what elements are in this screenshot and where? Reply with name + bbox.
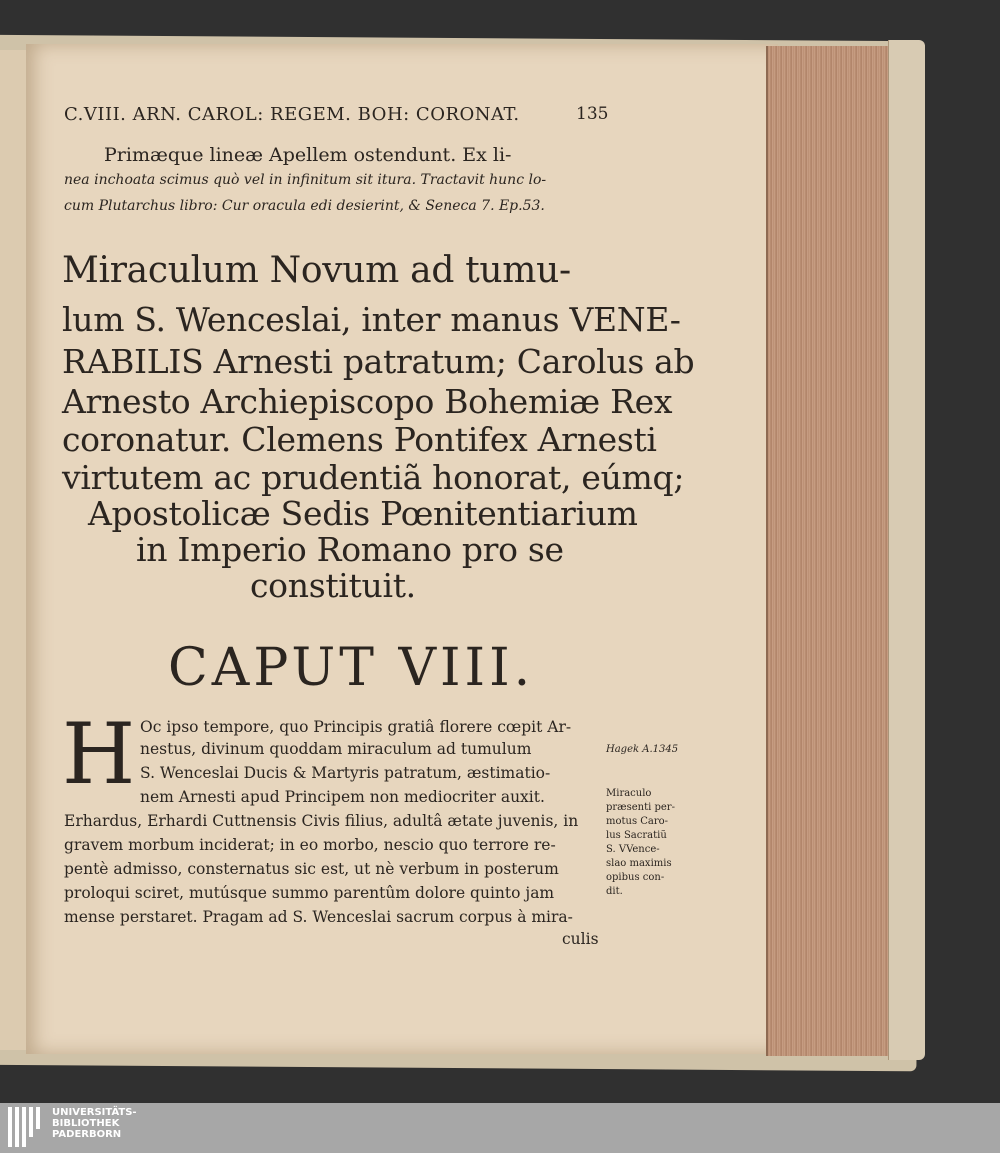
body-line-1: Oc ipso tempore, quo Principis gratiâ florere cœpit Ar- bbox=[140, 718, 572, 736]
body-line-9: mense perstaret. Pragam ad S. Wenceslai sacrum corpus à mira- bbox=[64, 908, 573, 926]
intro-line-2: nea inchoata scimus quò vel in infinitum sit itura. Tractavit hunc lo- bbox=[64, 172, 547, 188]
margin-reference: Hagek A.1345 bbox=[606, 744, 679, 755]
summary-line-8: in Imperio Romano pro se bbox=[136, 530, 564, 569]
margin-note-5: S. VVence- bbox=[606, 844, 660, 855]
catchword: culis bbox=[562, 930, 599, 948]
facing-page-edge bbox=[0, 50, 29, 1050]
body-line-2: nestus, divinum quoddam miraculum ad tumulum bbox=[140, 740, 532, 758]
library-logo-icon bbox=[8, 1107, 46, 1147]
margin-note-1: Miraculo bbox=[606, 788, 652, 799]
drop-cap: H bbox=[62, 705, 136, 803]
page-number: 135 bbox=[576, 104, 609, 124]
footer-bar bbox=[0, 1103, 1000, 1153]
margin-note-6: slao maximis bbox=[606, 858, 672, 869]
body-line-3: S. Wenceslai Ducis & Martyris patratum, æstimatio- bbox=[140, 764, 551, 782]
summary-line-9: constituit. bbox=[250, 566, 416, 605]
running-title: C.VIII. ARN. CAROL: REGEM. BOH: CORONAT. bbox=[64, 104, 520, 125]
summary-line-1: Miraculum Novum ad tumu- bbox=[62, 250, 571, 291]
margin-note-7: opibus con- bbox=[606, 872, 665, 883]
body-line-5: Erhardus, Erhardi Cuttnensis Civis filius, adultâ ætate juvenis, in bbox=[64, 812, 579, 830]
margin-note-2: præsenti per- bbox=[606, 802, 675, 813]
body-line-8: proloqui sciret, mutúsque summo parentûm dolore quinto jam bbox=[64, 884, 555, 902]
margin-note-3: motus Caro- bbox=[606, 816, 669, 827]
body-line-7: pentè admisso, consternatus sic est, ut nè verbum in posterum bbox=[64, 860, 559, 878]
summary-line-7: Apostolicæ Sedis Pœnitentiarium bbox=[88, 494, 638, 533]
intro-line-3: cum Plutarchus libro: Cur oracula edi desierint, & Seneca 7. Ep.53. bbox=[64, 198, 545, 214]
book-board bbox=[888, 40, 925, 1060]
margin-note-8: dit. bbox=[606, 886, 623, 897]
summary-line-6: virtutem ac prudentiã honorat, eúmq; bbox=[62, 458, 685, 497]
body-line-6: gravem morbum inciderat; in eo morbo, nescio quo terrore re- bbox=[64, 836, 556, 854]
summary-line-5: coronatur. Clemens Pontifex Arnesti bbox=[62, 420, 657, 459]
chapter-heading: CAPUT VIII. bbox=[168, 638, 535, 698]
intro-line-1: Primæque lineæ Apellem ostendunt. Ex li- bbox=[104, 144, 512, 166]
margin-note-4: lus Sacratiũ bbox=[606, 830, 667, 841]
summary-line-2: lum S. Wenceslai, inter manus VENE- bbox=[62, 300, 681, 339]
summary-line-4: Arnesto Archiepiscopo Bohemiæ Rex bbox=[62, 382, 673, 421]
summary-line-3: RABILIS Arnesti patratum; Carolus ab bbox=[62, 342, 695, 381]
page-edges bbox=[766, 46, 892, 1056]
library-name: UNIVERSITÄTS- BIBLIOTHEK PADERBORN bbox=[52, 1107, 137, 1140]
body-line-4: nem Arnesti apud Principem non mediocriter auxit. bbox=[140, 788, 545, 806]
